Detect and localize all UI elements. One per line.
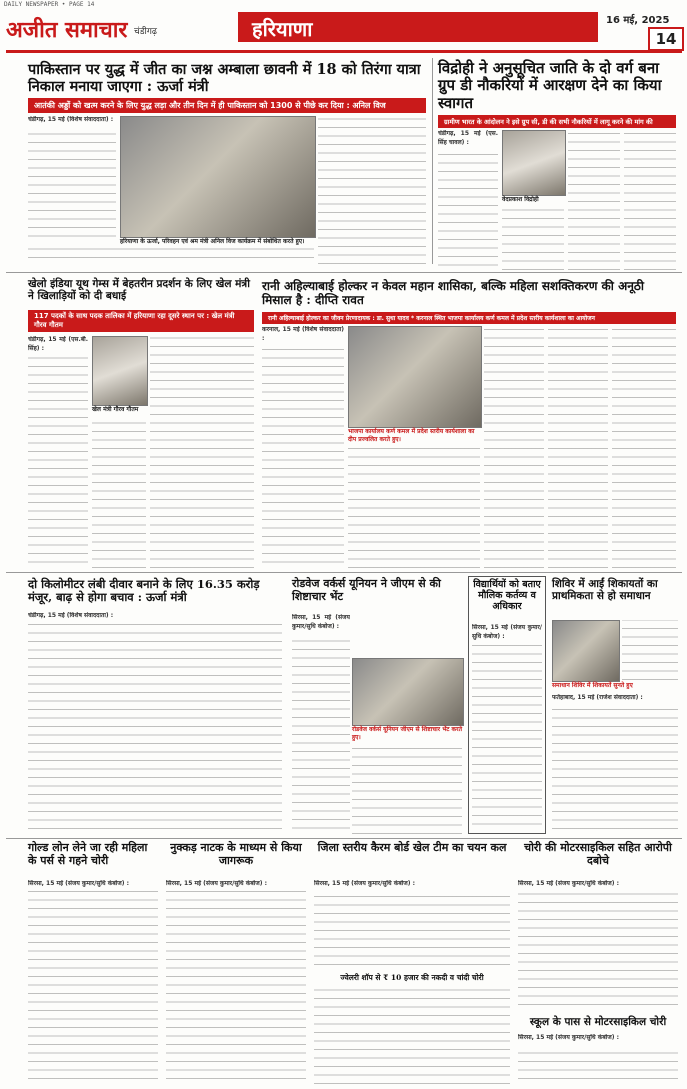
story13-headline: स्कूल के पास से मोटरसाइकिल चोरी — [529, 1016, 667, 1028]
story7-dateline: सिरसा, 15 मई (संजय कुमार/सुधि कंबोज) : — [472, 624, 542, 640]
story10-body — [166, 880, 306, 1084]
story9-body — [28, 880, 158, 1084]
story1-caption: हरियाणा के ऊर्जा, परिवहन एवं श्रम मंत्री अनिल विज कार्यक्रम में संबोधित करते हुए। — [120, 238, 305, 245]
story2-dateline: चंडीगढ़, 15 मई (एस. सिंह चावल) : — [438, 130, 498, 146]
story7-body — [472, 624, 542, 830]
story6-column-1 — [292, 614, 350, 834]
story11-headline: जिला स्तरीय कैरम बोर्ड खेल टीम का चयन कल — [317, 841, 507, 854]
row-divider-3 — [6, 838, 682, 839]
story3-caption: खेल मंत्री गौरव गौतम — [92, 406, 139, 413]
story1-headline: पाकिस्तान पर युद्ध में जीत का जश्न अम्बाला छावनी में 18 को तिरंगा यात्रा निकाल मनाया जाएगा : ऊर्जा मंत्री — [28, 61, 421, 95]
story6-caption: रोडवेज वर्कर्स यूनियन जीएम से शिष्टाचार भेंट करते हुए। — [352, 726, 463, 741]
story9-dateline: सिरसा, 15 मई (संजय कुमार/सुधि कंबोज) : — [28, 880, 129, 887]
section-title: हरियाणा — [252, 17, 313, 41]
story1-dateline: चंडीगढ़, 15 मई (विशेष संवाददाता) : — [28, 116, 114, 123]
story3-headline: खेलो इंडिया यूथ गेम्स में बेहतरीन प्रदर्शन के लिए खेल मंत्री ने खिलाड़ियों को दी बधाई — [28, 278, 250, 303]
story5-headline: दो किलोमीटर लंबी दीवार बनाने के लिए 16.35 करोड़ मंजूर, बाढ़ से होगा बचाव : ऊर्जा मंत्री — [28, 577, 260, 605]
row-divider-2 — [6, 572, 682, 573]
story4-headline: रानी अहिल्याबाई होल्कर न केवल महान शासिका, बल्कि महिला सशक्तिकरण की अनूठी मिसाल है : दीप्ति रावत — [262, 279, 644, 307]
story12-headline: चोरी की मोटरसाइकिल सहित आरोपी दबोचे — [524, 841, 672, 867]
column-divider — [432, 58, 433, 264]
story3-portrait-photo — [92, 336, 148, 406]
story3-subhead: 117 पदकों के साथ पदक तालिका में हरियाणा रहा दूसरे स्थान पर : खेल मंत्री गौरव गौतम — [28, 310, 254, 332]
story1-body-bottom — [28, 248, 314, 258]
story2-subhead: ग्रामीण भारत के आंदोलन ने इसे ग्रुप सी, डी की सभी नौकरियों में लागू करने की मांग की — [438, 115, 676, 128]
story4-column-1 — [262, 326, 344, 568]
story13-dateline: सिरसा, 15 मई (संजय कुमार/सुधि कंबोज) : — [518, 1034, 619, 1041]
story8-caption: समाधान शिविर में शिकायतें सुनते हुए — [552, 682, 633, 689]
story8-headline: शिविर में आईं शिकायतों का प्राथमिकता से हो समाधान — [552, 578, 658, 603]
story1-photo — [120, 116, 316, 238]
story11-dateline: सिरसा, 15 मई (संजय कुमार/सुधि कंबोज) : — [314, 880, 415, 887]
story1-column-1 — [28, 116, 116, 244]
story6-dateline: सिरसा, 15 मई (संजय कुमार/सुधि कंबोज) : — [292, 614, 350, 630]
story4-caption: भाजपा कार्यालय कर्ण कमल में प्रदेश स्तरीय कार्यशाला का दीप प्रज्वलित करते हुए। — [348, 428, 475, 443]
story1-subhead: आतंकी अड्डों को खत्म करने के लिए युद्ध लड़ा और तीन दिन में ही पाकिस्तान को 1300 से पीछे कर दिया : अनिल विज — [28, 98, 426, 113]
story4-body-column-3 — [484, 326, 544, 568]
story4-photo — [348, 326, 482, 428]
story2-column-1 — [438, 130, 498, 270]
story13-body — [518, 1034, 678, 1084]
story3-column-1 — [28, 336, 88, 568]
story2-body-column-3 — [568, 130, 620, 270]
story5-body — [28, 612, 282, 834]
newspaper-brand: अजीत समाचार — [6, 17, 128, 43]
story8-dateline: फतेहाबाद, 15 मई (राजेश संवाददाता) : — [552, 694, 643, 701]
story2-portrait-photo — [502, 130, 566, 196]
story4-body-column-2 — [348, 446, 480, 568]
story4-body-column-4 — [548, 326, 608, 568]
story1-body-text — [28, 127, 116, 245]
story1-body-column-2 — [318, 116, 426, 264]
print-metadata-line: DAILY NEWSPAPER • PAGE 14 — [4, 1, 95, 8]
story3-dateline: चंडीगढ़, 15 मई (एस.बी. सिंह) : — [28, 336, 88, 352]
story8-body-side — [622, 620, 678, 680]
story11-subhead: ज्वेलरी शॉप से ₹ 10 हजार की नकदी व चांदी चोरी — [340, 973, 484, 982]
story10-dateline: सिरसा, 15 मई (संजय कुमार/सुधि कंबोज) : — [166, 880, 267, 887]
story8-photo — [552, 620, 620, 682]
edition-city: चंडीगढ़ — [134, 27, 157, 37]
story6-photo — [352, 658, 464, 726]
story2-body-column-4 — [624, 130, 676, 270]
story2-headline: विद्रोही ने अनुसूचित जाति के दो वर्ग बना ग्रुप डी नौकरियों में आरक्षण देने का किया स्वागत — [438, 59, 662, 112]
story3-body-column-3 — [150, 336, 254, 568]
story2-body-column-2 — [502, 206, 564, 270]
story4-subhead: रानी अहिल्याबाई होल्कर का जीवन प्रेरणादायक : डा. सुधा यादव * करनाल स्थित भाजपा कार्यालय कर्ण कमल में प्रदेश स्तरीय कार्यशाला का आयोजन — [262, 312, 676, 324]
story3-body-column-2 — [92, 418, 146, 568]
story4-body-column-5 — [612, 326, 676, 568]
page-number: 14 — [648, 27, 684, 51]
story4-dateline: करनाल, 15 मई (विशेष संवाददाता) : — [262, 326, 344, 342]
story10-headline: नुक्कड़ नाटक के माध्यम से किया जागरूक — [170, 841, 302, 867]
story5-dateline: चंडीगढ़, 15 मई (विशेष संवाददाता) : — [28, 612, 114, 619]
story12-dateline: सिरसा, 15 मई (संजय कुमार/सुधि कंबोज) : — [518, 880, 619, 887]
row-divider — [6, 272, 682, 273]
story6-body-column-2 — [352, 744, 462, 834]
story8-body — [552, 694, 678, 834]
story7-headline: विद्यार्थियों को बताए मौलिक कर्तव्य व अधिकार — [473, 579, 541, 612]
story9-headline: गोल्ड लोन लेने जा रही महिला के पर्स से गहने चोरी — [28, 841, 148, 867]
masthead — [6, 10, 682, 53]
story11-body-2 — [314, 988, 510, 1084]
story11-body — [314, 880, 510, 970]
story12-body — [518, 880, 678, 1010]
story2-caption: वेदप्रकाश विद्रोही — [502, 196, 539, 203]
issue-date: 16 मई, 2025 — [606, 15, 670, 26]
story6-headline: रोडवेज वर्कर्स यूनियन ने जीएम से की शिष्टाचार भेंट — [292, 577, 441, 603]
